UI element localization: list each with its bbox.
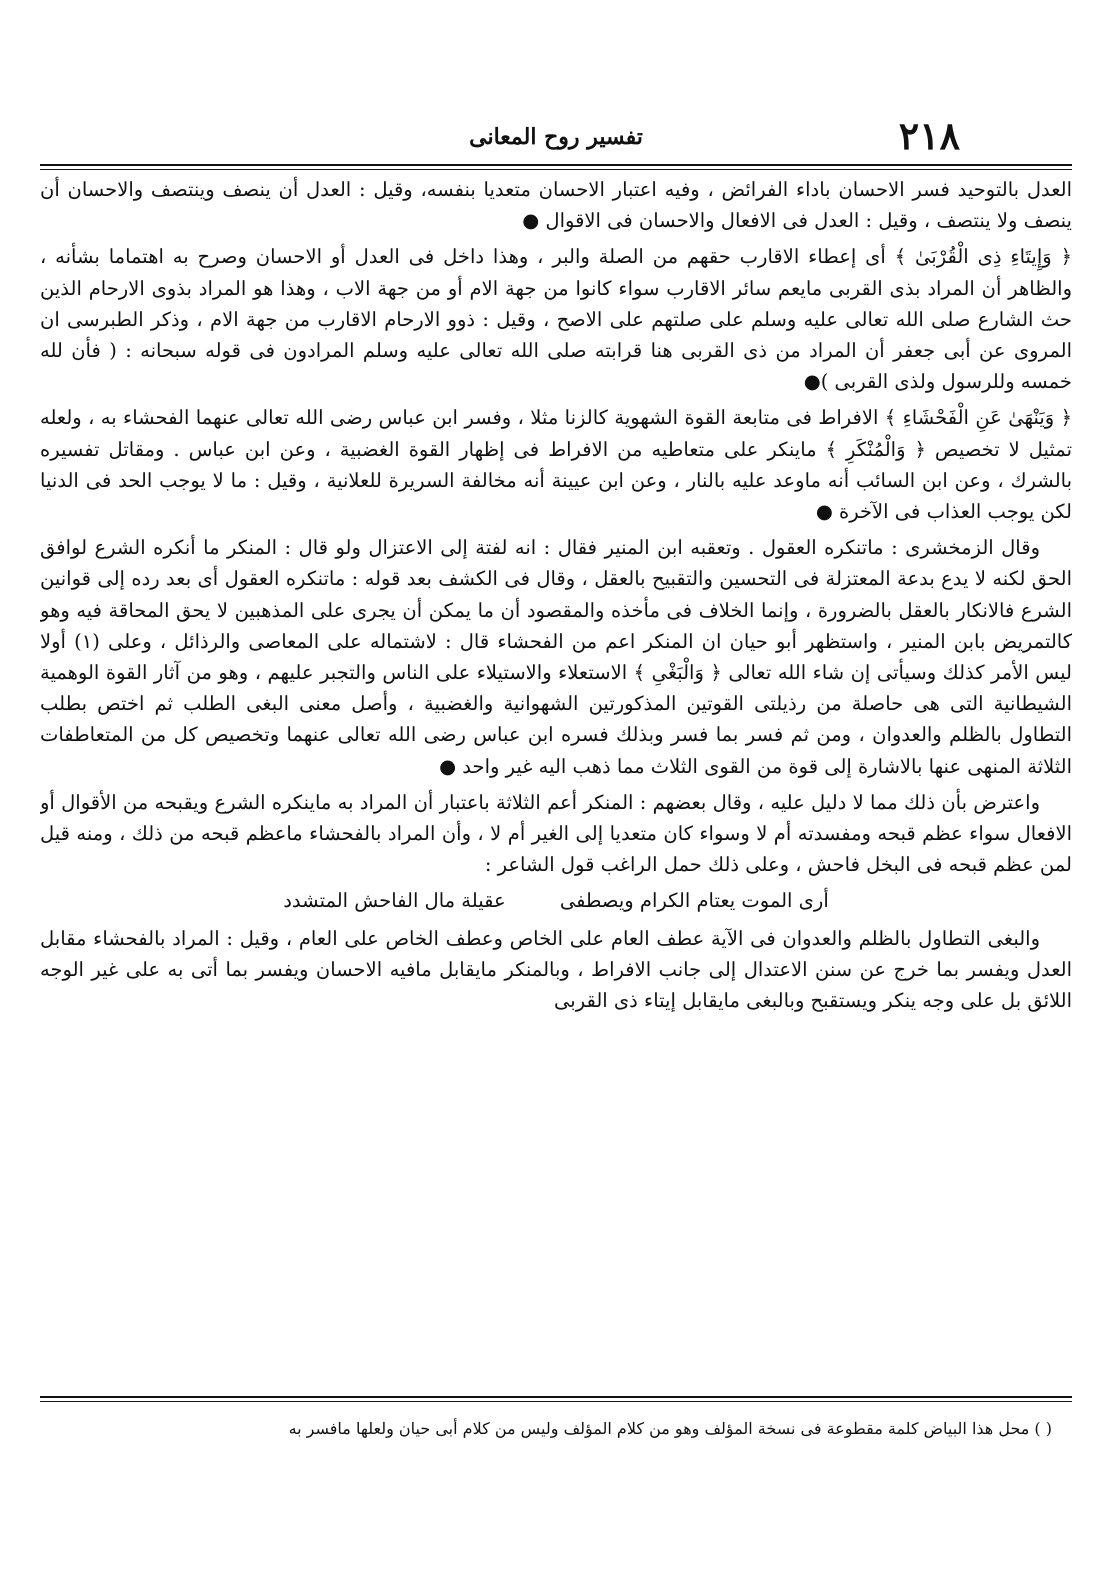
paragraph: واعترض بأن ذلك مما لا دليل عليه ، وقال بعضهم : المنكر أعم الثلاثة باعتبار أن المراد به ماينكره الشرع ويقبحه من الأقوال أو الافعال سواء عظم قبحه ومفسدته أم لا وسواء كان متعديا إلى الغير أم لا ، وأن المراد بالفحشاء ماعظم قبحه من ذلك ، ومنه قيل لمن عظم قبحه فى البخل فاحش ، وعلى ذلك حمل الراغب قول الشاعر : xyxy=(40,790,1072,877)
running-title: تفسير روح المعانى xyxy=(469,124,643,150)
page-number: ٢١٨ xyxy=(898,113,960,158)
main-text xyxy=(40,170,1072,1392)
book-page xyxy=(40,112,1072,1532)
page-header xyxy=(40,112,1072,164)
paragraph: وقال الزمخشرى : ماتنكره العقول . وتعقبه ابن المنير فقال : انه لفتة إلى الاعتزال ولو قال : المنكر ما أنكره الشرع لوافق الحق لكنه لا يدع بدعة المعتزلة فى التحسين والتقبيح بالعقل ، وقال فى الكشف بعد قوله : ماتنكره العقول أى بعد رده إلى قوانين الشرع فالانكار بالعقل بالضرورة ، وإنما الخلاف فى مأخذه والمقصود أن ما يمكن أن يجرى على المذهبين لا يحق المحاقة فيه وهو كالتمريض بابن المنير ، واستظهر أبو حيان ان المنكر اعم من الفحشاء قال : لاشتماله على المعاصى والرذائل ، وعلى (١) أولا ليس الأمر كذلك وسيأتى إن شاء الله تعالى ﴿ وَالْبَغْىِ ﴾ الاستعلاء والاستيلاء على الناس والتجبر عليهم ، وهو من آثار القوة الوهمية الشيطانية التى هى حاصلة من رذيلتى القوتين المذكورتين الشهوانية والغضبية ، وأصل معنى البغى الطلب ثم اختص بطلب التطاول بالظلم والعدوان ، ومن ثم فسر بما فسر وبذلك فسره ابن عباس رضى الله تعالى عنهما وتخصيص كل من المتعاطفات الثلاثة المنهى عنها بالاشارة إلى قوة من القوى الثلاث مما ذهب اليه غير واحد ● xyxy=(40,536,1072,778)
paragraph: ﴿ وَيَنْهَىٰ عَنِ الْفَحْشَاءِ ﴾ الافراط فى متابعة القوة الشهوية كالزنا مثلا ، وفسر ابن عباس رضى الله تعالى عنهما الفحشاء به ، ولعله تمثيل لا تخصيص ﴿ وَالْمُنْكَرِ ﴾ ماينكر على متعاطيه من الافراط فى إظهار القوة الغضبية ، وعن ابن عباس . ومقاتل تفسيره بالشرك ، وعن ابن السائب أنه ماوعد عليه بالنار ، وعن ابن عيينة أنه مخالفة السريرة للعلانية ، وقيل : ما لا يوجب الحد فى الدنيا لكن يوجب العذاب فى الآخرة ● xyxy=(40,406,1072,524)
paragraph: العدل بالتوحيد فسر الاحسان باداء الفرائض ، وفيه اعتبار الاحسان متعديا بنفسه، وقيل : العدل أن ينصف وينتصف والاحسان أن ينصف ولا ينتصف ، وقيل : العدل فى الافعال والاحسان فى الاقوال ● xyxy=(40,178,1072,233)
poetry-verse xyxy=(40,885,1072,916)
verse-hemistich: أرى الموت يعتام الكرام ويصطفى xyxy=(559,889,829,913)
paragraph: والبغى التطاول بالظلم والعدوان فى الآية عطف العام على الخاص وعطف الخاص على العام ، وقيل : المراد بالفحشاء مقابل العدل ويفسر بما خرج عن سنن الاعتدال إلى جانب الافراط ، وبالمنكر مايقابل مافيه الاحسان ويفسر بما أتى به على غير الوجه اللائق بل على وجه ينكر ويستقبح وبالبغى مايقابل إيتاء ذى القربى xyxy=(40,926,1072,1013)
verse-hemistich: عقيلة مال الفاحش المتشدد xyxy=(283,889,506,913)
paragraph: ﴿ وَإِيتَاءِ ذِى الْقُرْبَىٰ ﴾ أى إعطاء الاقارب حقهم من الصلة والبر ، وهذا داخل فى العدل أو الاحسان وصرح به اهتماما بشأنه ، والظاهر أن المراد بذى القربى مايعم سائر الاقارب سواء كانوا من جهة الام أو من جهة الاب ، وهذا هو المراد بذوى الارحام الذين حث الشارع صلى الله تعالى عليه وسلم على صلتهم على الاصح ، وقيل : ذوو الارحام الاقارب من جهة الام ، وذكر الطبرسى ان المروى عن أبى جعفر أن المراد من ذى القربى هنا قرابته صلى الله تعالى عليه وسلم المرادون فى قوله سبحانه : ( فأن لله خمسه وللرسول ولذى القربى )● xyxy=(40,245,1072,394)
footnote: ( ) محل هذا البياض كلمة مقطوعة فى نسخة المؤلف وهو من كلام المؤلف وليس من كلام أبى حيان ولعلها مافسر به xyxy=(288,1419,1052,1438)
